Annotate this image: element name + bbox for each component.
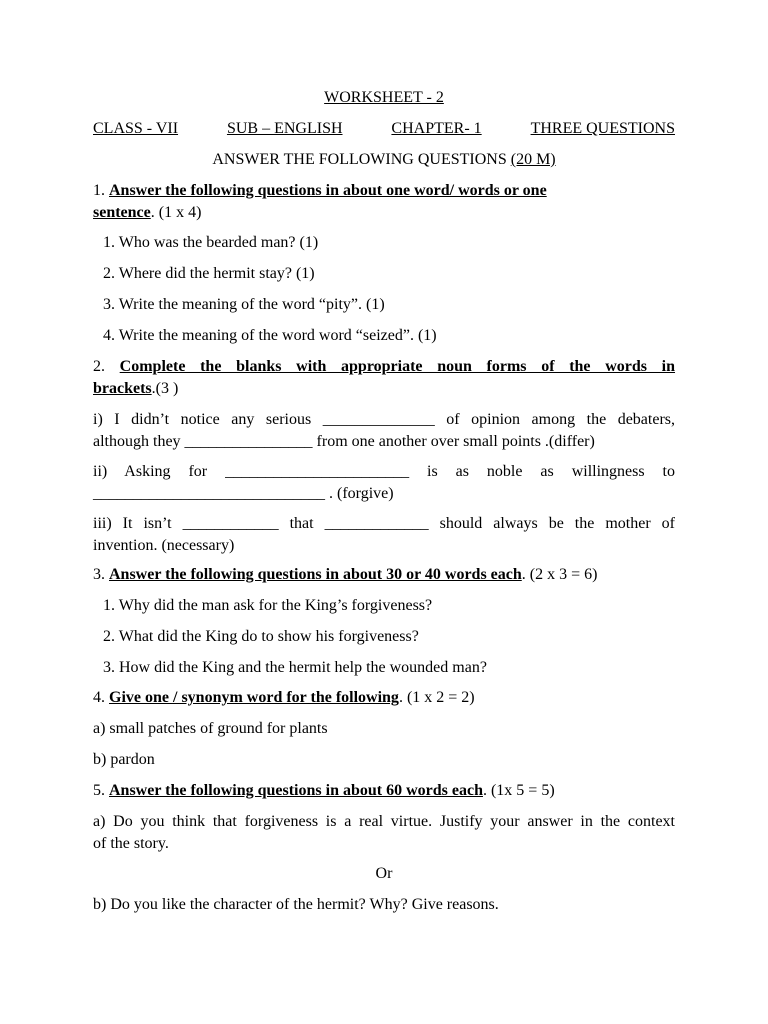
q4-item: b) pardon [93,751,155,768]
q1-number: 1. [93,182,105,199]
q3-item: 1. Why did the man ask for the King’s forgiveness? [103,597,433,614]
q2-item-1-line2: although they ________________ from one another over small points .(differ) [93,433,595,450]
q5-item-a-line2: of the story. [93,835,169,852]
subject-label: SUB – ENGLISH [226,120,343,137]
q4-heading-text: Give one / synonym word for the following [109,689,399,706]
q1-item: 1. Who was the bearded man? (1) [103,234,319,251]
instruction-line [93,149,675,171]
q5-heading [93,780,675,802]
header-row [93,118,675,140]
q2-item-3-line2: invention. (necessary) [93,537,235,554]
q5-item-a-line1: a) Do you think that forgiveness is a real virtue. Justify your answer in the context [93,813,675,830]
q5-number: 5. [93,782,105,799]
q2-heading-text: Complete the blanks with appropriate noun forms of the words in [119,358,676,375]
q2-marks: .(3 ) [151,380,179,397]
q3-marks: . (2 x 3 = 6) [521,566,598,583]
q2-number: 2. [93,358,105,375]
q5-item-b: b) Do you like the character of the hermit? Why? Give reasons. [93,896,499,913]
q1-heading-text: Answer the following questions in about one word/ words or one [109,182,547,199]
q3-heading [93,564,675,586]
q4-marks: . (1 x 2 = 2) [398,689,475,706]
q4-item: a) small patches of ground for plants [93,720,328,737]
q3-item: 3. How did the King and the hermit help the wounded man? [103,659,487,676]
q1-item: 4. Write the meaning of the word word “seized”. (1) [103,327,437,344]
q5-heading-text: Answer the following questions in about 60 words each [109,782,483,799]
q2-heading-line2 [93,378,675,400]
instruction-marks: (20 M) [510,151,556,168]
q1-marks: . (1 x 4) [150,204,202,221]
q3-item: 2. What did the King do to show his forgiveness? [103,628,419,645]
worksheet-title: WORKSHEET - 2 [324,89,444,106]
chapter-label: CHAPTER- 1 [391,120,482,137]
q5-marks: . (1x 5 = 5) [482,782,555,799]
q4-number: 4. [93,689,105,706]
q4-heading [93,687,675,709]
q1-heading-line1 [93,180,675,202]
q2-heading-line1 [93,356,675,378]
q1-item: 2. Where did the hermit stay? (1) [103,265,315,282]
topic-label: THREE QUESTIONS [530,120,675,137]
q5-or: Or [375,865,393,882]
q3-number: 3. [93,566,105,583]
q2-item-1-line1: i) I didn’t notice any serious ______________ of opinion among the debaters, [93,411,675,428]
q2-item-2-line2: _____________________________ . (forgive) [93,485,394,502]
instruction-text: ANSWER THE FOLLOWING QUESTIONS [212,151,507,168]
q2-heading-text-2: brackets [93,380,152,397]
q1-heading-line2 [93,202,675,224]
q1-heading-text-2: sentence [93,204,151,221]
class-label: CLASS - VII [93,120,179,137]
q2-item-2-line1: ii) Asking for _______________________ is as noble as willingness to [93,463,675,480]
q3-heading-text: Answer the following questions in about 30 or 40 words each [109,566,522,583]
q1-item: 3. Write the meaning of the word “pity”. (1) [103,296,385,313]
q2-item-3-line1: iii) It isn’t ____________ that _____________ should always be the mother of [93,515,675,532]
